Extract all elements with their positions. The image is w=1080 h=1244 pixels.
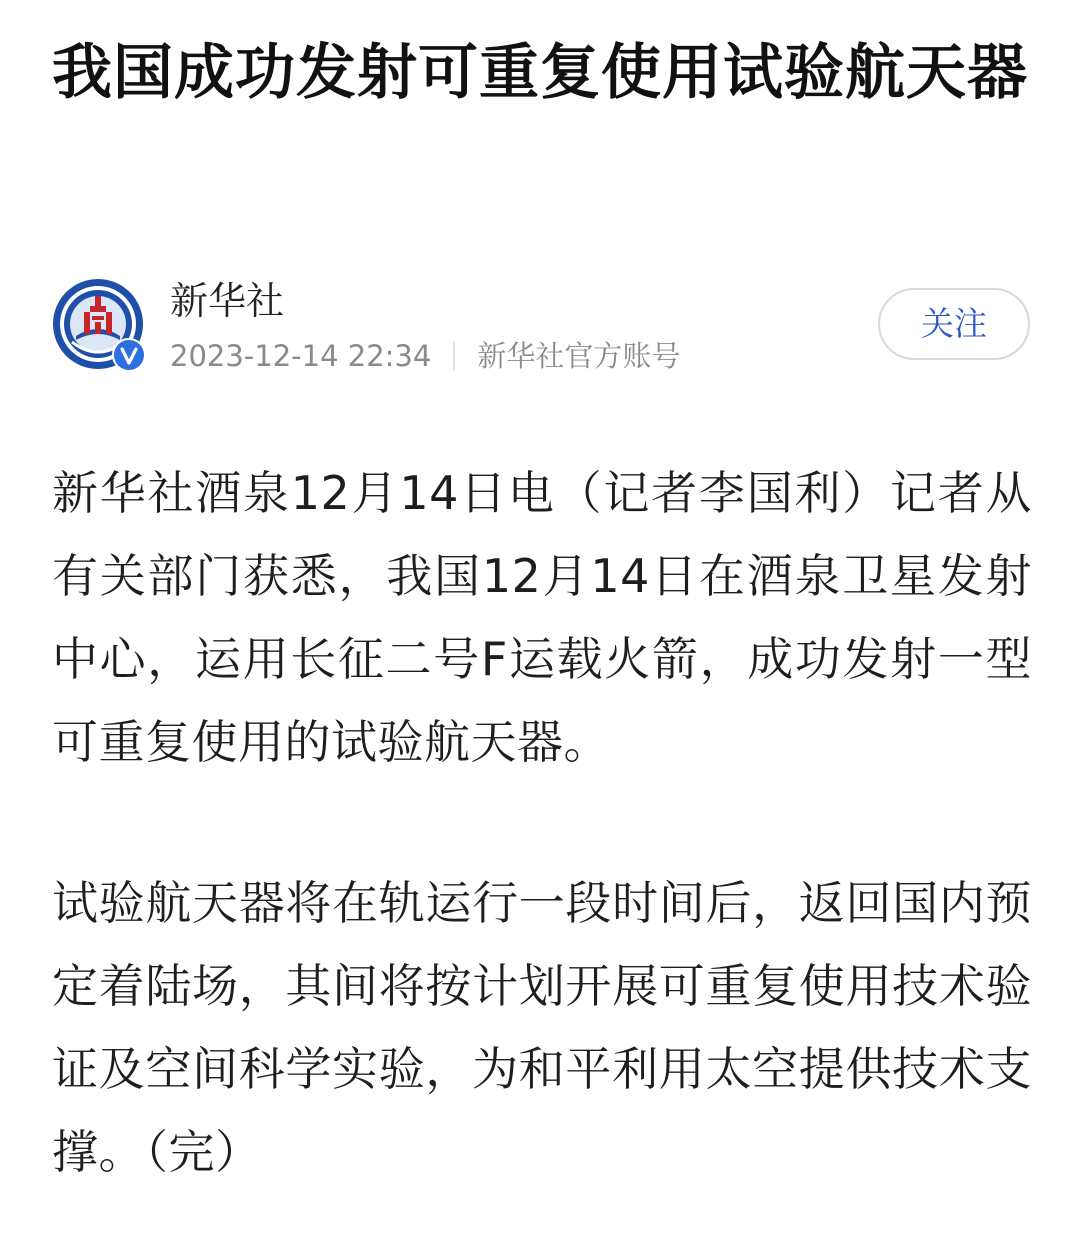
post-date: 2023-12-14 22:34: [170, 339, 432, 373]
author-row: [52, 272, 1032, 382]
verified-v-icon: [112, 338, 146, 372]
article-paragraph-2: 试验航天器将在轨运行一段时间后，返回国内预定着陆场，其间将按计划开展可重复使用技术验证及空间科学实验，为和平利用太空提供技术支撑。（完）: [52, 876, 1032, 1179]
article-paragraph-1: 新华社酒泉12月14日电（记者李国利）记者从有关部门获悉，我国12月14日在酒泉卫星发射中心，运用长征二号F运载火箭，成功发射一型可重复使用的试验航天器。: [52, 466, 1032, 769]
meta-divider: [453, 342, 455, 370]
follow-button[interactable]: 关注: [878, 288, 1030, 360]
article-title: 我国成功发射可重复使用试验航天器: [52, 38, 1028, 108]
author-name[interactable]: 新华社: [170, 279, 285, 323]
post-meta: [170, 336, 680, 376]
account-label: 新华社官方账号: [477, 339, 681, 373]
